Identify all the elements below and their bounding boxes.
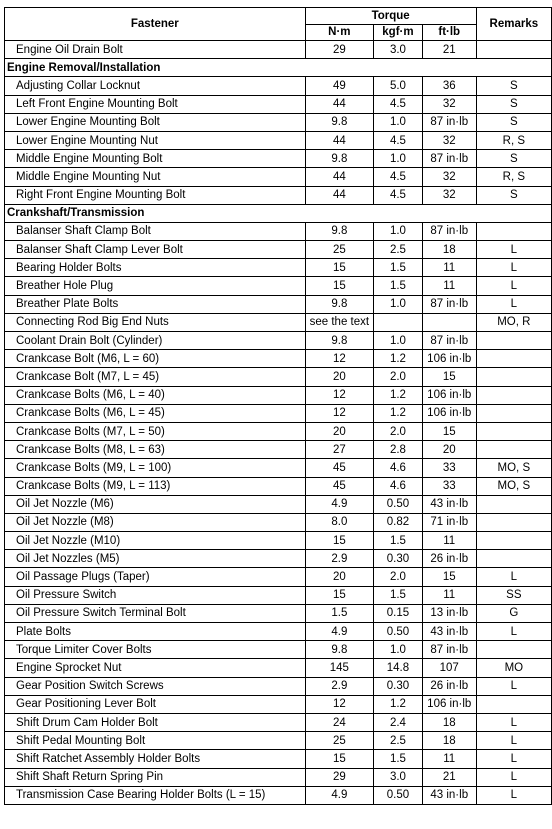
torque-ftlb-cell: 11 <box>422 532 476 550</box>
torque-ftlb-cell: 20 <box>422 441 476 459</box>
torque-kgfm-cell: 3.0 <box>374 768 423 786</box>
torque-nm-cell: 12 <box>305 695 373 713</box>
table-row <box>5 768 552 786</box>
torque-ftlb-cell <box>422 313 476 331</box>
remarks-cell <box>476 441 551 459</box>
fastener-cell: Crankcase Bolts (M6, L = 40) <box>5 386 306 404</box>
table-row <box>5 77 552 95</box>
table-row <box>5 459 552 477</box>
fastener-cell: Crankcase Bolts (M7, L = 50) <box>5 422 306 440</box>
section-row <box>5 59 552 77</box>
table-row <box>5 677 552 695</box>
remarks-cell <box>476 404 551 422</box>
fastener-cell: Oil Jet Nozzles (M5) <box>5 550 306 568</box>
torque-kgfm-cell: 1.5 <box>374 277 423 295</box>
remarks-cell: G <box>476 604 551 622</box>
torque-nm-cell: 44 <box>305 131 373 149</box>
torque-kgfm-cell: 14.8 <box>374 659 423 677</box>
torque-kgfm-cell: 1.5 <box>374 259 423 277</box>
remarks-cell <box>476 41 551 59</box>
remarks-cell <box>476 550 551 568</box>
torque-ftlb-cell: 87 in·lb <box>422 641 476 659</box>
torque-kgfm-cell: 1.0 <box>374 222 423 240</box>
torque-nm-cell: 2.9 <box>305 677 373 695</box>
remarks-cell: L <box>476 259 551 277</box>
torque-nm-cell: 4.9 <box>305 495 373 513</box>
fastener-cell: Crankcase Bolt (M6, L = 60) <box>5 350 306 368</box>
torque-kgfm-cell: 1.2 <box>374 695 423 713</box>
remarks-cell: MO, S <box>476 477 551 495</box>
torque-ftlb-cell: 11 <box>422 586 476 604</box>
fastener-cell: Transmission Case Bearing Holder Bolts (L = 15) <box>5 786 306 804</box>
remarks-cell <box>476 495 551 513</box>
torque-nm-cell: 4.9 <box>305 786 373 804</box>
torque-kgfm-cell: 4.6 <box>374 477 423 495</box>
fastener-cell: Oil Jet Nozzle (M6) <box>5 495 306 513</box>
table-row <box>5 713 552 731</box>
torque-kgfm-cell: 4.5 <box>374 168 423 186</box>
torque-ftlb-cell: 15 <box>422 368 476 386</box>
torque-kgfm-cell: 4.5 <box>374 131 423 149</box>
torque-nm-cell: 29 <box>305 41 373 59</box>
fastener-header: Fastener <box>5 8 306 41</box>
remarks-cell: L <box>476 241 551 259</box>
remarks-cell: L <box>476 568 551 586</box>
torque-kgfm-cell: 2.0 <box>374 568 423 586</box>
table-row <box>5 150 552 168</box>
torque-ftlb-cell: 32 <box>422 131 476 149</box>
fastener-cell: Lower Engine Mounting Nut <box>5 131 306 149</box>
torque-kgfm-cell: 5.0 <box>374 77 423 95</box>
fastener-cell: Shift Pedal Mounting Bolt <box>5 732 306 750</box>
fastener-cell: Gear Positioning Lever Bolt <box>5 695 306 713</box>
section-row <box>5 204 552 222</box>
torque-ftlb-cell: 11 <box>422 277 476 295</box>
torque-kgfm-cell: 0.30 <box>374 550 423 568</box>
torque-kgfm-cell: 1.2 <box>374 404 423 422</box>
remarks-cell <box>476 222 551 240</box>
torque-ftlb-cell: 11 <box>422 259 476 277</box>
remarks-cell: L <box>476 768 551 786</box>
torque-nm-cell: 25 <box>305 241 373 259</box>
torque-kgfm-cell: 0.82 <box>374 513 423 531</box>
table-row <box>5 695 552 713</box>
fastener-cell: Crankcase Bolts (M6, L = 45) <box>5 404 306 422</box>
fastener-cell: Crankcase Bolts (M8, L = 63) <box>5 441 306 459</box>
fastener-cell: Right Front Engine Mounting Bolt <box>5 186 306 204</box>
torque-kgfm-cell: 2.0 <box>374 368 423 386</box>
remarks-cell: R, S <box>476 168 551 186</box>
table-row <box>5 241 552 259</box>
remarks-cell: MO <box>476 659 551 677</box>
fastener-cell: Middle Engine Mounting Nut <box>5 168 306 186</box>
unit-kgfm-header: kgf·m <box>374 24 423 41</box>
torque-ftlb-cell: 26 in·lb <box>422 550 476 568</box>
torque-ftlb-cell: 87 in·lb <box>422 222 476 240</box>
table-row <box>5 786 552 804</box>
fastener-cell: Shift Shaft Return Spring Pin <box>5 768 306 786</box>
fastener-cell: Adjusting Collar Locknut <box>5 77 306 95</box>
remarks-cell <box>476 641 551 659</box>
remarks-cell <box>476 350 551 368</box>
torque-nm-cell: 2.9 <box>305 550 373 568</box>
fastener-cell: Oil Jet Nozzle (M10) <box>5 532 306 550</box>
table-row <box>5 422 552 440</box>
torque-nm-cell: 15 <box>305 277 373 295</box>
remarks-cell: S <box>476 150 551 168</box>
torque-nm-cell: 20 <box>305 568 373 586</box>
torque-kgfm-cell: 1.5 <box>374 750 423 768</box>
torque-specification-table <box>4 7 552 805</box>
torque-kgfm-cell: 0.30 <box>374 677 423 695</box>
torque-nm-cell: 12 <box>305 404 373 422</box>
table-body <box>5 41 552 805</box>
table-row <box>5 186 552 204</box>
torque-kgfm-cell: 0.50 <box>374 495 423 513</box>
remarks-cell <box>476 695 551 713</box>
table-row <box>5 732 552 750</box>
fastener-cell: Gear Position Switch Screws <box>5 677 306 695</box>
torque-nm-cell: 24 <box>305 713 373 731</box>
torque-ftlb-cell: 106 in·lb <box>422 695 476 713</box>
table-row <box>5 513 552 531</box>
torque-nm-cell: 9.8 <box>305 641 373 659</box>
torque-ftlb-cell: 18 <box>422 732 476 750</box>
remarks-cell: S <box>476 77 551 95</box>
remarks-cell: L <box>476 277 551 295</box>
fastener-cell: Left Front Engine Mounting Bolt <box>5 95 306 113</box>
torque-nm-cell: 25 <box>305 732 373 750</box>
unit-nm-header: N·m <box>305 24 373 41</box>
torque-ftlb-cell: 18 <box>422 713 476 731</box>
remarks-cell: S <box>476 113 551 131</box>
remarks-cell: L <box>476 295 551 313</box>
table-row <box>5 586 552 604</box>
torque-ftlb-cell: 43 in·lb <box>422 495 476 513</box>
torque-nm-cell: 145 <box>305 659 373 677</box>
section-heading: Engine Removal/Installation <box>5 59 552 77</box>
torque-kgfm-cell: 4.6 <box>374 459 423 477</box>
torque-ftlb-cell: 18 <box>422 241 476 259</box>
remarks-cell <box>476 332 551 350</box>
table-row <box>5 295 552 313</box>
fastener-cell: Crankcase Bolt (M7, L = 45) <box>5 368 306 386</box>
fastener-cell: Connecting Rod Big End Nuts <box>5 313 306 331</box>
remarks-cell: L <box>476 677 551 695</box>
table-row <box>5 477 552 495</box>
torque-nm-cell: 8.0 <box>305 513 373 531</box>
torque-kgfm-cell: 4.5 <box>374 95 423 113</box>
section-heading: Crankshaft/Transmission <box>5 204 552 222</box>
fastener-cell: Breather Plate Bolts <box>5 295 306 313</box>
remarks-cell: SS <box>476 586 551 604</box>
torque-kgfm-cell: 1.5 <box>374 586 423 604</box>
torque-nm-cell: 44 <box>305 95 373 113</box>
torque-ftlb-cell: 32 <box>422 168 476 186</box>
fastener-cell: Oil Pressure Switch <box>5 586 306 604</box>
torque-ftlb-cell: 36 <box>422 77 476 95</box>
fastener-cell: Engine Sprocket Nut <box>5 659 306 677</box>
torque-kgfm-cell: 2.5 <box>374 732 423 750</box>
table-row <box>5 41 552 59</box>
torque-kgfm-cell: 1.0 <box>374 295 423 313</box>
remarks-cell: MO, R <box>476 313 551 331</box>
torque-nm-cell: 44 <box>305 186 373 204</box>
torque-ftlb-cell: 87 in·lb <box>422 332 476 350</box>
remarks-header: Remarks <box>476 8 551 41</box>
torque-nm-cell: 9.8 <box>305 222 373 240</box>
fastener-cell: Oil Passage Plugs (Taper) <box>5 568 306 586</box>
table-row <box>5 404 552 422</box>
remarks-cell <box>476 368 551 386</box>
torque-kgfm-cell: 2.5 <box>374 241 423 259</box>
remarks-cell: L <box>476 786 551 804</box>
unit-ftlb-header: ft·lb <box>422 24 476 41</box>
torque-ftlb-cell: 87 in·lb <box>422 113 476 131</box>
remarks-cell: R, S <box>476 131 551 149</box>
table-row <box>5 168 552 186</box>
torque-ftlb-cell: 11 <box>422 750 476 768</box>
torque-nm-cell: 45 <box>305 459 373 477</box>
torque-nm-cell: see the text <box>305 313 373 331</box>
torque-ftlb-cell: 32 <box>422 95 476 113</box>
torque-ftlb-cell: 107 <box>422 659 476 677</box>
torque-nm-cell: 20 <box>305 422 373 440</box>
fastener-cell: Lower Engine Mounting Bolt <box>5 113 306 131</box>
remarks-cell: L <box>476 713 551 731</box>
torque-ftlb-cell: 71 in·lb <box>422 513 476 531</box>
fastener-cell: Shift Drum Cam Holder Bolt <box>5 713 306 731</box>
table-row <box>5 659 552 677</box>
torque-ftlb-cell: 13 in·lb <box>422 604 476 622</box>
torque-ftlb-cell: 26 in·lb <box>422 677 476 695</box>
table-row <box>5 441 552 459</box>
table-row <box>5 568 552 586</box>
torque-ftlb-cell: 32 <box>422 186 476 204</box>
table-row <box>5 368 552 386</box>
remarks-cell: MO, S <box>476 459 551 477</box>
torque-nm-cell: 9.8 <box>305 150 373 168</box>
torque-nm-cell: 44 <box>305 168 373 186</box>
fastener-cell: Crankcase Bolts (M9, L = 113) <box>5 477 306 495</box>
fastener-cell: Torque Limiter Cover Bolts <box>5 641 306 659</box>
fastener-cell: Plate Bolts <box>5 623 306 641</box>
torque-nm-cell: 15 <box>305 259 373 277</box>
torque-kgfm-cell: 1.0 <box>374 332 423 350</box>
torque-kgfm-cell: 1.0 <box>374 150 423 168</box>
fastener-cell: Middle Engine Mounting Bolt <box>5 150 306 168</box>
fastener-cell: Engine Oil Drain Bolt <box>5 41 306 59</box>
table-row <box>5 386 552 404</box>
fastener-cell: Oil Jet Nozzle (M8) <box>5 513 306 531</box>
torque-kgfm-cell: 1.2 <box>374 386 423 404</box>
torque-ftlb-cell: 106 in·lb <box>422 404 476 422</box>
fastener-cell: Oil Pressure Switch Terminal Bolt <box>5 604 306 622</box>
torque-nm-cell: 15 <box>305 586 373 604</box>
torque-ftlb-cell: 106 in·lb <box>422 350 476 368</box>
torque-ftlb-cell: 15 <box>422 422 476 440</box>
torque-kgfm-cell: 2.0 <box>374 422 423 440</box>
fastener-cell: Crankcase Bolts (M9, L = 100) <box>5 459 306 477</box>
table-row <box>5 222 552 240</box>
table-row <box>5 259 552 277</box>
torque-nm-cell: 1.5 <box>305 604 373 622</box>
torque-header: Torque <box>305 8 476 25</box>
table-row <box>5 604 552 622</box>
torque-kgfm-cell: 0.50 <box>374 786 423 804</box>
table-row <box>5 550 552 568</box>
remarks-cell: L <box>476 750 551 768</box>
remarks-cell <box>476 513 551 531</box>
fastener-cell: Shift Ratchet Assembly Holder Bolts <box>5 750 306 768</box>
torque-ftlb-cell: 43 in·lb <box>422 786 476 804</box>
remarks-cell <box>476 532 551 550</box>
torque-nm-cell: 29 <box>305 768 373 786</box>
torque-ftlb-cell: 87 in·lb <box>422 295 476 313</box>
torque-kgfm-cell: 1.0 <box>374 641 423 659</box>
torque-ftlb-cell: 15 <box>422 568 476 586</box>
torque-nm-cell: 20 <box>305 368 373 386</box>
remarks-cell: S <box>476 186 551 204</box>
header-row <box>5 8 552 25</box>
torque-nm-cell: 15 <box>305 532 373 550</box>
torque-nm-cell: 27 <box>305 441 373 459</box>
table-row <box>5 313 552 331</box>
table-row <box>5 495 552 513</box>
remarks-cell <box>476 422 551 440</box>
torque-kgfm-cell: 1.0 <box>374 113 423 131</box>
torque-nm-cell: 9.8 <box>305 332 373 350</box>
torque-ftlb-cell: 43 in·lb <box>422 623 476 641</box>
torque-nm-cell: 9.8 <box>305 295 373 313</box>
fastener-cell: Balanser Shaft Clamp Lever Bolt <box>5 241 306 259</box>
fastener-cell: Bearing Holder Bolts <box>5 259 306 277</box>
torque-nm-cell: 49 <box>305 77 373 95</box>
torque-ftlb-cell: 33 <box>422 477 476 495</box>
fastener-cell: Breather Hole Plug <box>5 277 306 295</box>
torque-kgfm-cell: 3.0 <box>374 41 423 59</box>
table-row <box>5 332 552 350</box>
torque-kgfm-cell: 1.2 <box>374 350 423 368</box>
table-row <box>5 277 552 295</box>
torque-ftlb-cell: 21 <box>422 41 476 59</box>
torque-nm-cell: 12 <box>305 386 373 404</box>
remarks-cell: L <box>476 623 551 641</box>
torque-kgfm-cell: 2.4 <box>374 713 423 731</box>
table-row <box>5 750 552 768</box>
remarks-cell <box>476 386 551 404</box>
torque-kgfm-cell: 2.8 <box>374 441 423 459</box>
torque-kgfm-cell: 1.5 <box>374 532 423 550</box>
torque-nm-cell: 12 <box>305 350 373 368</box>
table-row <box>5 350 552 368</box>
torque-nm-cell: 9.8 <box>305 113 373 131</box>
table-row <box>5 95 552 113</box>
torque-kgfm-cell <box>374 313 423 331</box>
torque-ftlb-cell: 21 <box>422 768 476 786</box>
table-row <box>5 532 552 550</box>
fastener-cell: Coolant Drain Bolt (Cylinder) <box>5 332 306 350</box>
torque-kgfm-cell: 4.5 <box>374 186 423 204</box>
torque-nm-cell: 4.9 <box>305 623 373 641</box>
table-row <box>5 131 552 149</box>
torque-ftlb-cell: 87 in·lb <box>422 150 476 168</box>
torque-ftlb-cell: 33 <box>422 459 476 477</box>
torque-kgfm-cell: 0.15 <box>374 604 423 622</box>
torque-nm-cell: 45 <box>305 477 373 495</box>
fastener-cell: Balanser Shaft Clamp Bolt <box>5 222 306 240</box>
remarks-cell: S <box>476 95 551 113</box>
torque-kgfm-cell: 0.50 <box>374 623 423 641</box>
remarks-cell: L <box>476 732 551 750</box>
table-row <box>5 113 552 131</box>
table-row <box>5 641 552 659</box>
torque-nm-cell: 15 <box>305 750 373 768</box>
torque-ftlb-cell: 106 in·lb <box>422 386 476 404</box>
table-row <box>5 623 552 641</box>
